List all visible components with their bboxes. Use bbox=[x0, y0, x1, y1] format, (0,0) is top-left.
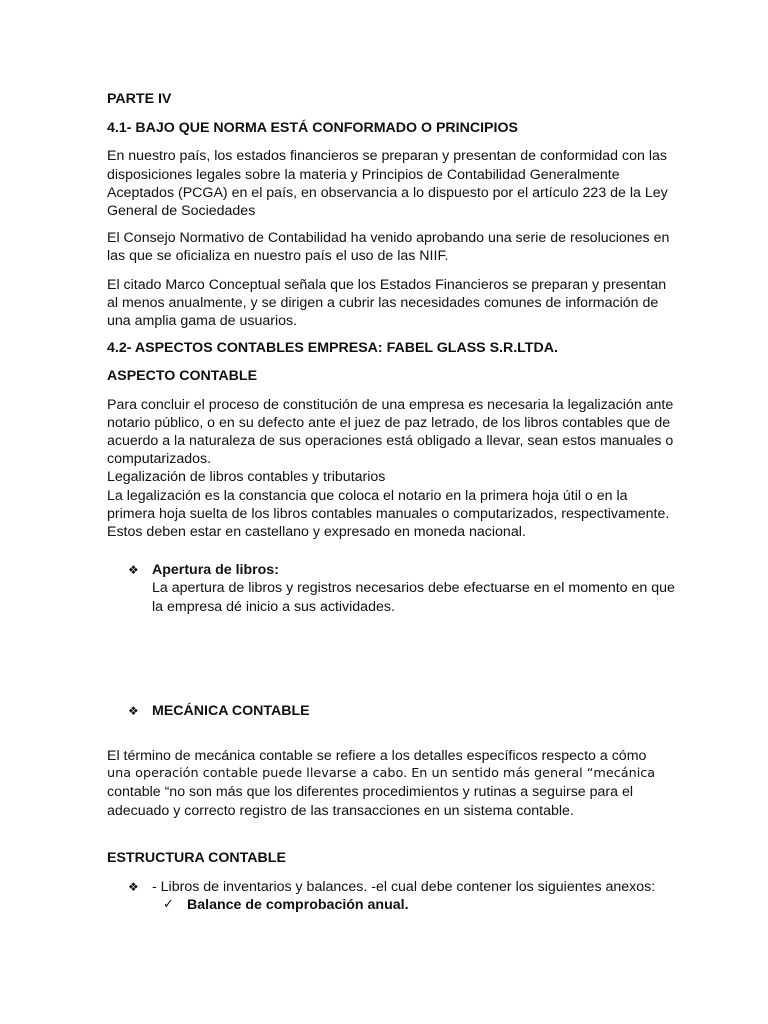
text-line: acuerdo a la naturaleza de sus operaciones está obligado a llevar, sean estos manuales o bbox=[107, 433, 674, 450]
text-line: En nuestro país, los estados financieros se preparan y presentan de conformidad con las bbox=[107, 148, 667, 165]
text-line: las que se oficializa en nuestro país el uso de las NIIF. bbox=[107, 248, 449, 265]
text-line: La legalización es la constancia que coloca el notario en la primera hoja útil o en la bbox=[107, 487, 628, 504]
text-line: General de Sociedades bbox=[107, 203, 256, 220]
text-line: Estos deben estar en castellano y expresado en moneda nacional. bbox=[107, 524, 526, 541]
text-line: Legalización de libros contables y tributarios bbox=[107, 469, 386, 486]
checkmark-icon: ✓ bbox=[163, 897, 174, 913]
diamond-bullet-icon: ❖ bbox=[128, 880, 139, 895]
paragraph-consejo-normativo bbox=[107, 229, 670, 265]
paragraph-marco-conceptual bbox=[107, 276, 667, 331]
paragraph-mecanica-contable bbox=[107, 747, 667, 820]
bullet-title: MECÁNICA CONTABLE bbox=[152, 702, 310, 719]
section-heading-4-2: 4.2- ASPECTOS CONTABLES EMPRESA: FABEL GLASS S.R.LTDA. bbox=[107, 340, 558, 357]
text-line: una operación contable puede llevarse a cabo. En un sentido más general “mecánica bbox=[107, 766, 656, 782]
text-line: contable “no son más que los diferentes procedimientos y rutinas a seguirse para el bbox=[107, 784, 634, 801]
text-line: Aceptados (PCGA) en el país, en observancia a lo dispuesto por el artículo 223 de la Ley bbox=[107, 184, 668, 201]
bullet-body bbox=[152, 702, 667, 720]
text-line: adecuado y correcto registro de las transacciones en un sistema contable. bbox=[107, 802, 574, 819]
bullet-body bbox=[152, 561, 675, 616]
section-heading-4-1: 4.1- BAJO QUE NORMA ESTÁ CONFORMADO O PRINCIPIOS bbox=[107, 120, 518, 137]
text-line: El Consejo Normativo de Contabilidad ha venido aprobando una serie de resoluciones en bbox=[107, 230, 670, 247]
bullet-body bbox=[152, 878, 667, 896]
paragraph-legalizacion bbox=[107, 396, 674, 542]
bullet-mecanica-contable bbox=[107, 702, 667, 720]
text-line: El término de mecánica contable se refiere a los detalles específicos respecto a cómo bbox=[107, 748, 647, 765]
text-line: - Libros de inventarios y balances. -el cual debe contener los siguientes anexos: bbox=[152, 879, 656, 896]
diamond-bullet-icon: ❖ bbox=[128, 563, 139, 578]
text-line: una amplia gama de usuarios. bbox=[107, 313, 298, 330]
heading-estructura-contable: ESTRUCTURA CONTABLE bbox=[107, 849, 286, 866]
text-line: al menos anualmente, y se dirigen a cubrir las necesidades comunes de información de bbox=[107, 294, 659, 311]
text-line: primera hoja suelta de los libros contables manuales o computarizados, respectivamente. bbox=[107, 505, 670, 522]
check-item-label: Balance de comprobación anual. bbox=[187, 897, 409, 914]
text-line: computarizados. bbox=[107, 451, 212, 468]
document-body bbox=[107, 90, 675, 915]
bullet-libros-inventarios bbox=[107, 878, 667, 896]
subheading-aspecto-contable: ASPECTO CONTABLE bbox=[107, 368, 258, 385]
text-line: La apertura de libros y registros necesarios debe efectuarse en el momento en que bbox=[152, 580, 675, 597]
part-title: PARTE IV bbox=[107, 91, 172, 107]
text-line: disposiciones legales sobre la materia y Principios de Contabilidad Generalmente bbox=[107, 166, 620, 183]
bullet-apertura-de-libros bbox=[107, 561, 675, 616]
paragraph-estados-financieros bbox=[107, 147, 667, 220]
diamond-bullet-icon: ❖ bbox=[128, 703, 139, 718]
text-line: El citado Marco Conceptual señala que los Estados Financieros se preparan y presentan bbox=[107, 276, 667, 293]
text-line: la empresa dé inicio a sus actividades. bbox=[152, 598, 395, 615]
text-line: Para concluir el proceso de constitución de una empresa es necesaria la legalización ante bbox=[107, 396, 674, 413]
bullet-title: Apertura de libros: bbox=[152, 562, 279, 579]
check-item-balance-comprobacion bbox=[163, 896, 667, 914]
text-line: notario público, o en su defecto ante el juez de paz letrado, de los libros contables que de bbox=[107, 414, 671, 431]
